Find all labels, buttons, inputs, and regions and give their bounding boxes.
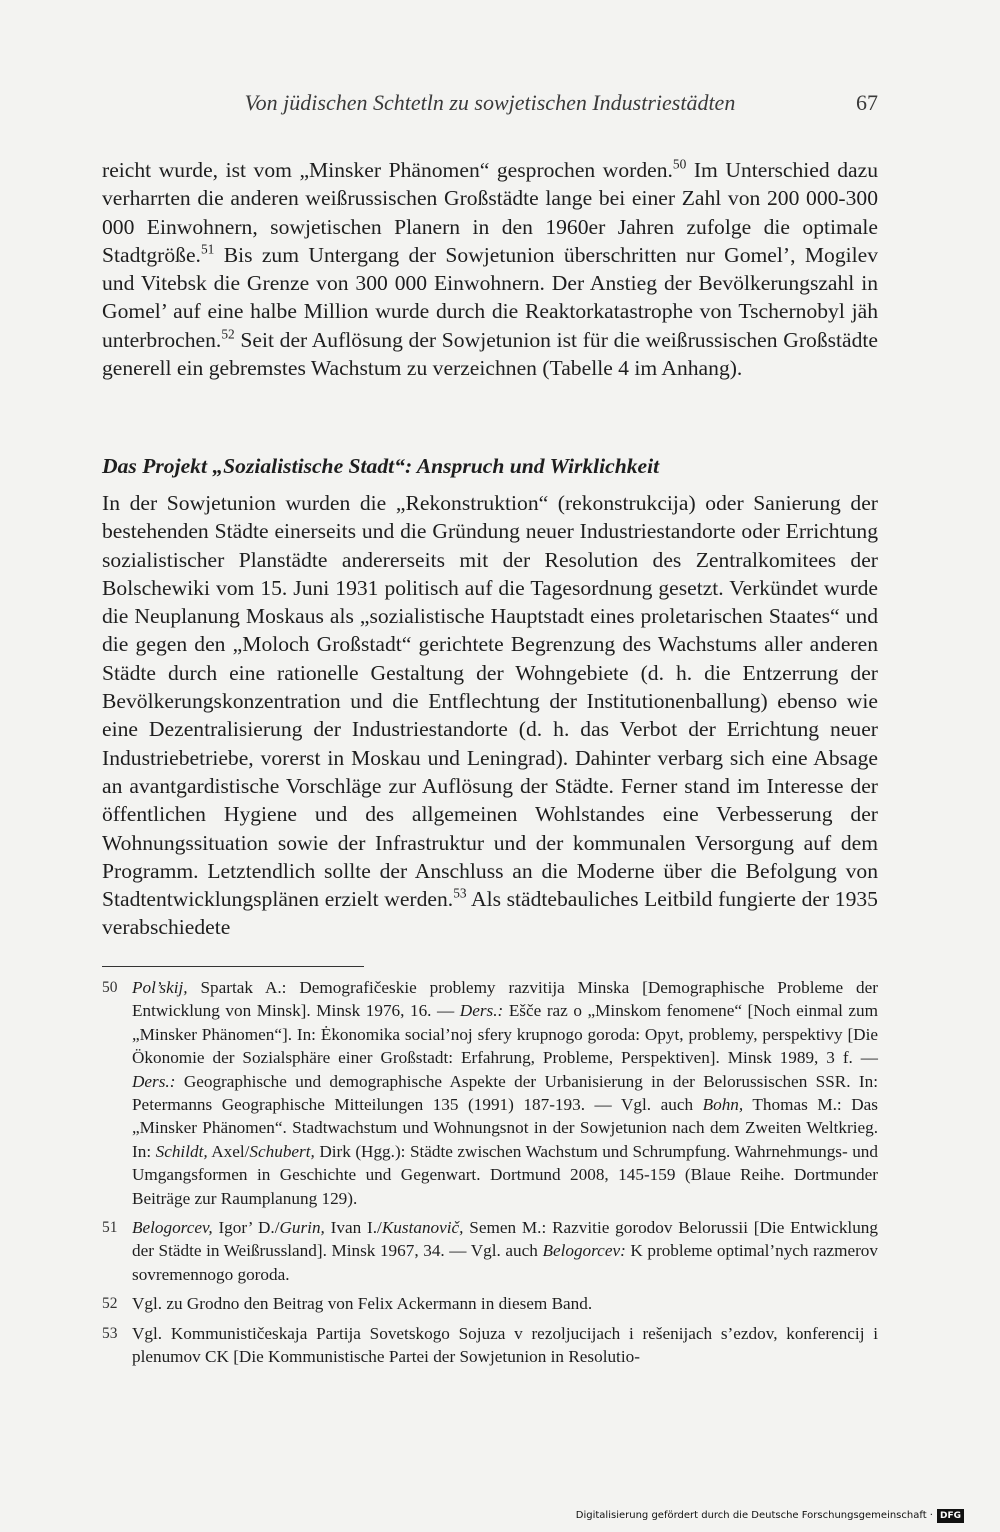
footnote-author: Pol’skij, — [132, 978, 188, 997]
footnote-text: Spartak A.: Demografičeskie problemy razvitija Minska [Demographische Probleme der Entwicklung von Minsk]. Minsk 1976, 16. — — [132, 978, 878, 1021]
paragraph-1-text-d: Seit der Auflösung der Sowjetunion ist für die weißrussischen Großstädte generell ein gebremstes Wachstum zu verzeichnen (Tabelle 4 im Anhang). — [102, 327, 878, 381]
footnote-ref-51: 51 — [200, 241, 215, 257]
footnote-ref-52: 52 — [221, 326, 235, 342]
footnote-text: Igor’ D./ — [212, 1218, 280, 1238]
paragraph-1-text-a: reicht wurde, ist vom „Minsker Phänomen“ gesprochen worden. — [102, 158, 673, 182]
footnote-text: Geographische und demographische Aspekte der Urbanisierung in der Belorussischen SSR. In: Petermanns Geographische Mitteilungen 135 (1991) 187-193. — Vgl. auch — [132, 1071, 878, 1115]
footnote-author: Gurin, — [279, 1218, 325, 1238]
footnote-author: Schubert, — [249, 1141, 315, 1161]
footnote-text: Ivan I./ — [324, 1218, 382, 1238]
paragraph-1-text-c: Bis zum Untergang der Sowjetunion überschritten nur Gomel’, Mogilev und Vitebsk die Grenze von 300 000 Einwohnern. Der Anstieg der Bevölkerungszahl in Gomel’ auf eine halbe Million wurde durch die Reaktorkatastrophe von Tschernobyl jäh unterbrochen. — [102, 242, 878, 352]
footnote-author: Ders.: — [459, 1001, 504, 1021]
footnote-number: 50 — [102, 979, 118, 996]
footnote-author: Belogorcev: — [542, 1241, 626, 1261]
footnote-text: Dirk (Hgg.): Städte zwischen Wachstum und Schrumpfung. Wahrnehmungs- und Umgangsformen in Geschichte und Gegenwart. Dortmund 2008, 145-159 (Blaue Reihe. Dortmunder Beiträge zur Raumplanung 129). — [132, 1141, 878, 1208]
footnote-author: Belogorcev, — [132, 1218, 213, 1238]
paragraph-2-text-b: Als städtebauliches Leitbild fungierte der 1935 verabschiedete — [102, 887, 878, 940]
footnote-author: Ders.: — [132, 1071, 176, 1091]
paragraph-2 — [102, 489, 878, 942]
footnote-number: 52 — [102, 1295, 118, 1313]
digitization-footer — [576, 1508, 964, 1524]
footnote-text: Axel/ — [207, 1141, 250, 1161]
running-title: Von jüdischen Schtetln zu sowjetischen Industriestädten — [244, 90, 736, 115]
paragraph-2-text-a: In der Sowjetunion wurden die „Rekonstruktion“ (rekonstrukcija) oder Sanierung der bestehenden Städte einerseits und die Gründung neuer Industriestandorte oder Errichtung sozialistischer Planstädte andererseits mit der Resolution des Zentralkomitees der Bolschewiki vom 15. Juni 1931 politisch auf die Tagesordnung gesetzt. Verkündet wurde die Neuplanung Moskaus als „sozialistische Hauptstadt eines proletarischen Staates“ und die gegen den „Moloch Großstadt“ gerichtete Begrenzung des Wachstums aller anderen Städte durch eine rationelle Gestaltung der Wohngebiete (d. h. die Entzerrung der Bevölkerungskonzentration und die Entflechtung der Institutionenballung) ebenso wie eine Dezentralisierung der Industriestandorte (d. h. das Verbot der Errichtung neuer Industriebetriebe, vorerst in Moskau und Leningrad). Dahinter verbarg sich eine Absage an avantgardistische Vorschläge zur Auflösung der Städte. Ferner stand im Interesse der öffentlichen Hygiene und des allgemeinen Wohlstandes eine Verbesserung der Wohnungssituation sowie der Infrastruktur und der kommunalen Versorgung auf dem Programm. Letztendlich sollte der Anschluss an die Moderne über die Befolgung von Stadtentwicklungsplänen erzielt werden. — [102, 491, 878, 912]
footer-text: Digitalisierung gefördert durch die Deutsche Forschungsgemeinschaft · — [575, 1510, 933, 1521]
paragraph-1 — [102, 156, 878, 382]
footnote-text: Semen M.: Razvitie gorodov Belorussii [Die Entwicklung der Städte in Weißrussland]. Minsk 1967, 34. — Vgl. auch — [132, 1218, 878, 1261]
section-heading: Das Projekt „Sozialistische Stadt“: Anspruch und Wirklichkeit — [102, 454, 660, 478]
footnote-53 — [102, 1322, 878, 1369]
footnote-number: 51 — [102, 1219, 118, 1237]
footnote-text: Thomas M.: Das „Minsker Phänomen“. Stadtwachstum und Wohnungsnot in der Sowjetunion nach dem Zweiten Weltkrieg. In: — [132, 1095, 878, 1161]
footnote-text: Vgl. Kommunističeskaja Partija Sovetskogo Sojuza v rezoljucijach i rešenijach s’ezdov, konferencij i plenumov CK [Die Kommunistische Partei der Sowjetunion in Resolutio- — [132, 1323, 878, 1367]
footnote-51 — [102, 1216, 878, 1286]
footnote-52 — [102, 1292, 878, 1315]
footnote-author: Schildt, — [155, 1141, 208, 1161]
footnote-author: Bohn, — [702, 1095, 744, 1115]
footnotes — [102, 976, 878, 1375]
running-header — [102, 88, 878, 118]
footnote-number: 53 — [102, 1324, 118, 1342]
footnote-text: K probleme optimal’nych razmerov sovremennogo goroda. — [132, 1241, 878, 1284]
footnote-50 — [102, 976, 878, 1210]
page-number: 67 — [856, 90, 878, 115]
dfg-logo-icon: DFG — [937, 1509, 964, 1523]
footnote-ref-53: 53 — [453, 885, 467, 901]
footnote-author: Kustanovič, — [381, 1218, 464, 1238]
footnote-text: Vgl. zu Grodno den Beitrag von Felix Ackermann in diesem Band. — [132, 1294, 593, 1314]
footnote-divider — [102, 966, 364, 967]
footnote-text: Ešče raz o „Minskom fenomene“ [Noch einmal zum „Minsker Phänomen“]. In: Ėkonomika social’noj sfery krupnogo goroda: Opyt, problemy, perspektivy [Die Ökonomie der Sozialsphäre einer Großstadt: Erfahrung, Probleme, Perspektiven]. Minsk 1989, 3 f. — — [132, 1001, 878, 1068]
footnote-ref-50: 50 — [672, 156, 687, 172]
paragraph-1-text-b: Im Unterschied dazu verharrten die anderen weißrussischen Großstädte lange bei einer Zahl von 200 000-300 000 Einwohnern, sowjetischen Planern in den 1960er Jahren zufolge die optimale Stadtgröße. — [102, 158, 878, 267]
